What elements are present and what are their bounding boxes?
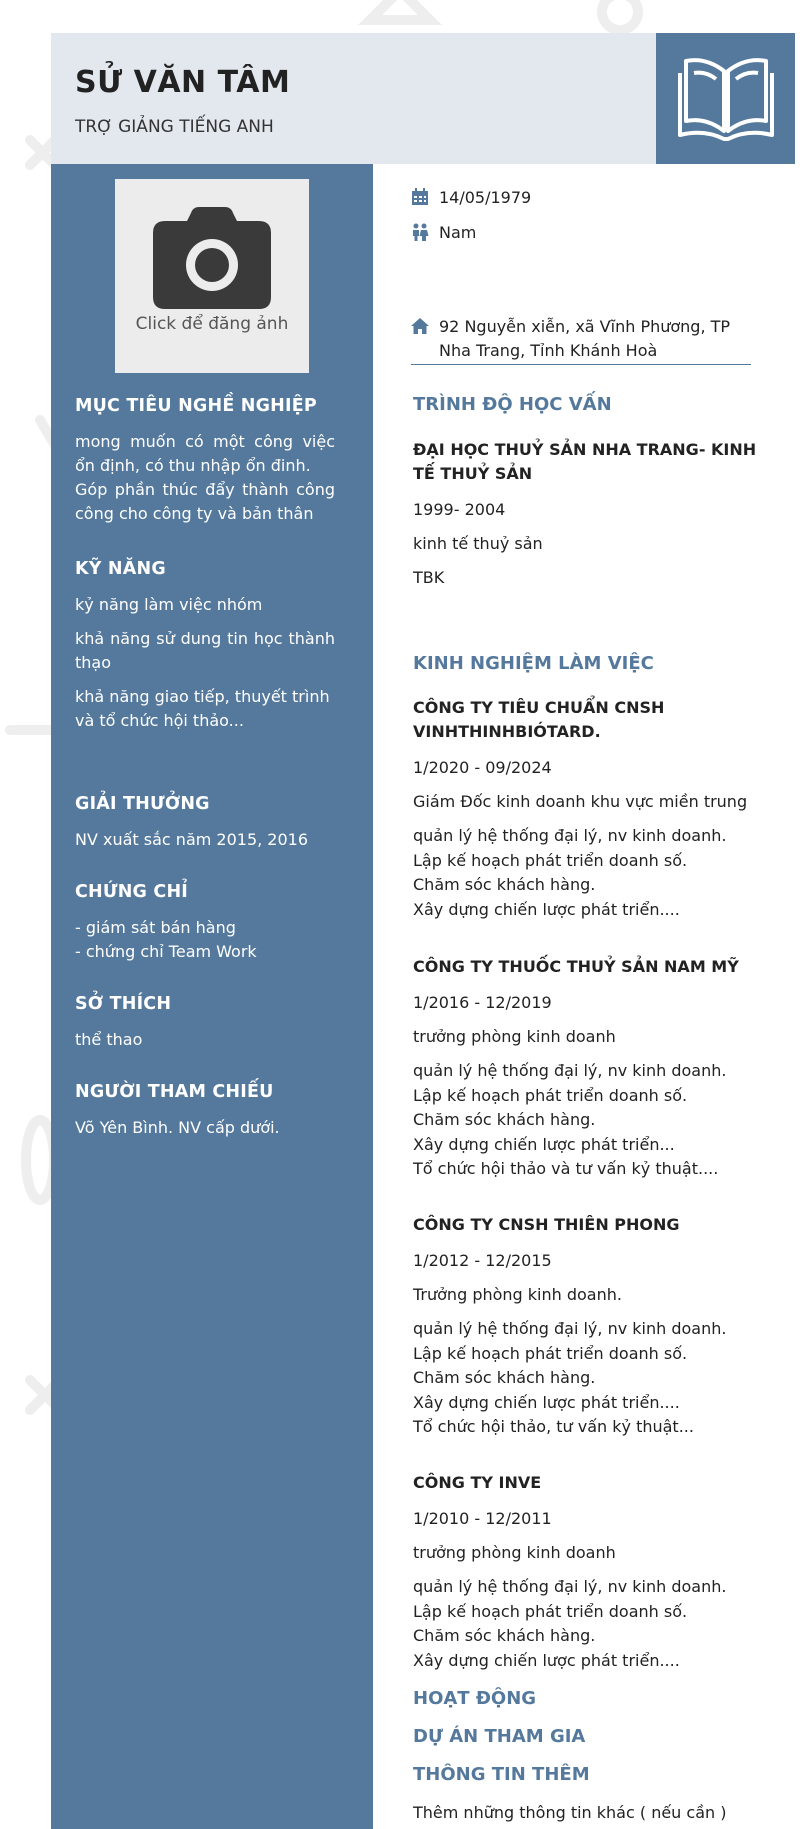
people-icon <box>411 223 429 241</box>
job-duty[interactable]: Chăm sóc khách hàng. <box>413 1110 596 1129</box>
job-duty[interactable]: Lập kế hoạch phát triển doanh số. <box>413 1601 688 1621</box>
job-position[interactable]: Trưởng phòng kinh doanh. <box>413 1285 622 1304</box>
job-duty[interactable]: Lập kế hoạch phát triển doanh số. <box>413 1085 688 1105</box>
job-duty[interactable]: Chăm sóc khách hàng. <box>413 875 596 894</box>
job-duty[interactable]: Tổ chức hội thảo và tư vấn kỷ thuật.... <box>413 1159 719 1178</box>
school-name[interactable]: ĐẠI HỌC THUỶ SẢN NHA TRANG- KINH TẾ THUỶ SẢN <box>413 440 757 483</box>
job-duty[interactable]: Xây dựng chiến lược phát triển.... <box>413 1392 680 1412</box>
logo-box <box>656 33 795 164</box>
job-company[interactable]: CÔNG TY TIÊU CHUẨN CNSH VINHTHINHBIÓTARD. <box>413 698 665 741</box>
certificate-item[interactable]: - chứng chỉ Team Work <box>75 942 257 961</box>
skill-item[interactable]: khả năng sử dung tin học thành thạo <box>75 629 335 672</box>
certificates-section <box>75 882 335 974</box>
divider <box>411 364 751 365</box>
sidebar <box>51 164 373 1829</box>
awards-title[interactable]: GIẢI THƯỞNG <box>75 794 210 814</box>
job-entry <box>413 696 758 922</box>
gender-value[interactable]: Nam <box>439 223 477 242</box>
extra-info-title[interactable]: THÔNG TIN THÊM <box>413 1764 590 1785</box>
candidate-title[interactable]: TRỢ GIẢNG TIẾNG ANH <box>75 117 274 137</box>
references-section <box>75 1082 335 1150</box>
activities-title[interactable]: HOẠT ĐỘNG <box>413 1688 537 1709</box>
job-position[interactable]: Giám Đốc kinh doanh khu vực miền trung <box>413 792 748 811</box>
address-value[interactable]: 92 Nguyễn xiễn, xã Vĩnh Phương, TP Nha Trang, Tỉnh Khánh Hoà <box>439 317 731 360</box>
certificate-item[interactable]: - giám sát bán hàng <box>75 918 236 937</box>
job-duty[interactable]: quản lý hệ thống đại lý, nv kinh doanh. <box>413 1577 727 1596</box>
resume-header <box>51 33 795 164</box>
job-duty[interactable]: quản lý hệ thống đại lý, nv kinh doanh. <box>413 1319 727 1338</box>
objective-text[interactable]: Góp phần thúc đẩy thành công công cho công ty và bản thân <box>75 480 335 523</box>
skills-section <box>75 559 335 743</box>
job-position[interactable]: trưởng phòng kinh doanh <box>413 1027 616 1046</box>
extra-info-text[interactable]: Thêm những thông tin khác ( nếu cần ) <box>413 1803 727 1822</box>
calendar-icon <box>411 188 429 206</box>
reference-item[interactable]: Võ Yên Bình. NV cấp dưới. <box>75 1118 280 1137</box>
education-title[interactable]: TRÌNH ĐỘ HỌC VẤN <box>413 394 612 415</box>
home-icon <box>411 317 429 335</box>
job-duty[interactable]: quản lý hệ thống đại lý, nv kinh doanh. <box>413 826 727 845</box>
job-position[interactable]: trưởng phòng kinh doanh <box>413 1543 616 1562</box>
certificates-title[interactable]: CHỨNG CHỈ <box>75 882 189 902</box>
candidate-name[interactable]: SỬ VĂN TÂM <box>75 65 291 100</box>
awards-section <box>75 794 335 862</box>
references-title[interactable]: NGƯỜI THAM CHIẾU <box>75 1082 274 1102</box>
job-duty[interactable]: Lập kế hoạch phát triển doanh số. <box>413 850 688 870</box>
award-item[interactable]: NV xuất sắc năm 2015, 2016 <box>75 830 309 849</box>
hobbies-title[interactable]: SỞ THÍCH <box>75 994 172 1014</box>
skill-item[interactable]: kỷ năng làm việc nhóm <box>75 595 263 614</box>
job-duty[interactable]: Tổ chức hội thảo, tư vấn kỷ thuật... <box>413 1417 694 1436</box>
job-entry <box>413 1471 758 1673</box>
experience-title[interactable]: KINH NGHIỆM LÀM VIỆC <box>413 653 654 674</box>
job-duty[interactable]: Xây dựng chiến lược phát triển... <box>413 1134 675 1154</box>
hobbies-section <box>75 994 335 1062</box>
job-period[interactable]: 1/2012 - 12/2015 <box>413 1251 552 1270</box>
projects-title[interactable]: DỰ ÁN THAM GIA <box>413 1726 586 1747</box>
objective-title[interactable]: MỤC TIÊU NGHỀ NGHIỆP <box>75 396 317 416</box>
objective-text[interactable]: mong muốn có một công việc ổn định, có thu nhập ổn đinh. <box>75 432 335 475</box>
job-duty[interactable]: Chăm sóc khách hàng. <box>413 1368 596 1387</box>
photo-caption: Click để đăng ảnh <box>135 314 289 334</box>
job-period[interactable]: 1/2016 - 12/2019 <box>413 993 552 1012</box>
job-period[interactable]: 1/2010 - 12/2011 <box>413 1509 552 1528</box>
skills-title[interactable]: KỸ NĂNG <box>75 559 166 579</box>
hobby-item[interactable]: thể thao <box>75 1030 143 1049</box>
photo-upload[interactable] <box>115 179 309 373</box>
education-major[interactable]: kinh tế thuỷ sản <box>413 534 543 553</box>
job-entry <box>413 955 758 1182</box>
job-duty[interactable]: Chăm sóc khách hàng. <box>413 1626 596 1645</box>
dob-value[interactable]: 14/05/1979 <box>439 188 532 207</box>
education-entry <box>413 438 758 600</box>
education-grade[interactable]: TBK <box>413 568 445 587</box>
job-company[interactable]: CÔNG TY INVE <box>413 1473 542 1492</box>
camera-icon <box>153 207 271 309</box>
job-duty[interactable]: quản lý hệ thống đại lý, nv kinh doanh. <box>413 1061 727 1080</box>
job-entry <box>413 1213 758 1440</box>
job-duty[interactable]: Xây dựng chiến lược phát triển.... <box>413 1650 680 1670</box>
job-period[interactable]: 1/2020 - 09/2024 <box>413 758 552 777</box>
objective-section <box>75 396 335 536</box>
job-company[interactable]: CÔNG TY THUỐC THUỶ SẢN NAM MỸ <box>413 957 739 976</box>
job-duty[interactable]: Lập kế hoạch phát triển doanh số. <box>413 1343 688 1363</box>
job-company[interactable]: CÔNG TY CNSH THIÊN PHONG <box>413 1215 680 1234</box>
education-period[interactable]: 1999- 2004 <box>413 500 506 519</box>
skill-item[interactable]: khả năng giao tiếp, thuyết trình và tổ chức hội thảo... <box>75 687 330 730</box>
open-book-icon <box>676 51 776 143</box>
resume-page <box>51 33 795 1829</box>
job-duty[interactable]: Xây dựng chiến lược phát triển.... <box>413 899 680 919</box>
